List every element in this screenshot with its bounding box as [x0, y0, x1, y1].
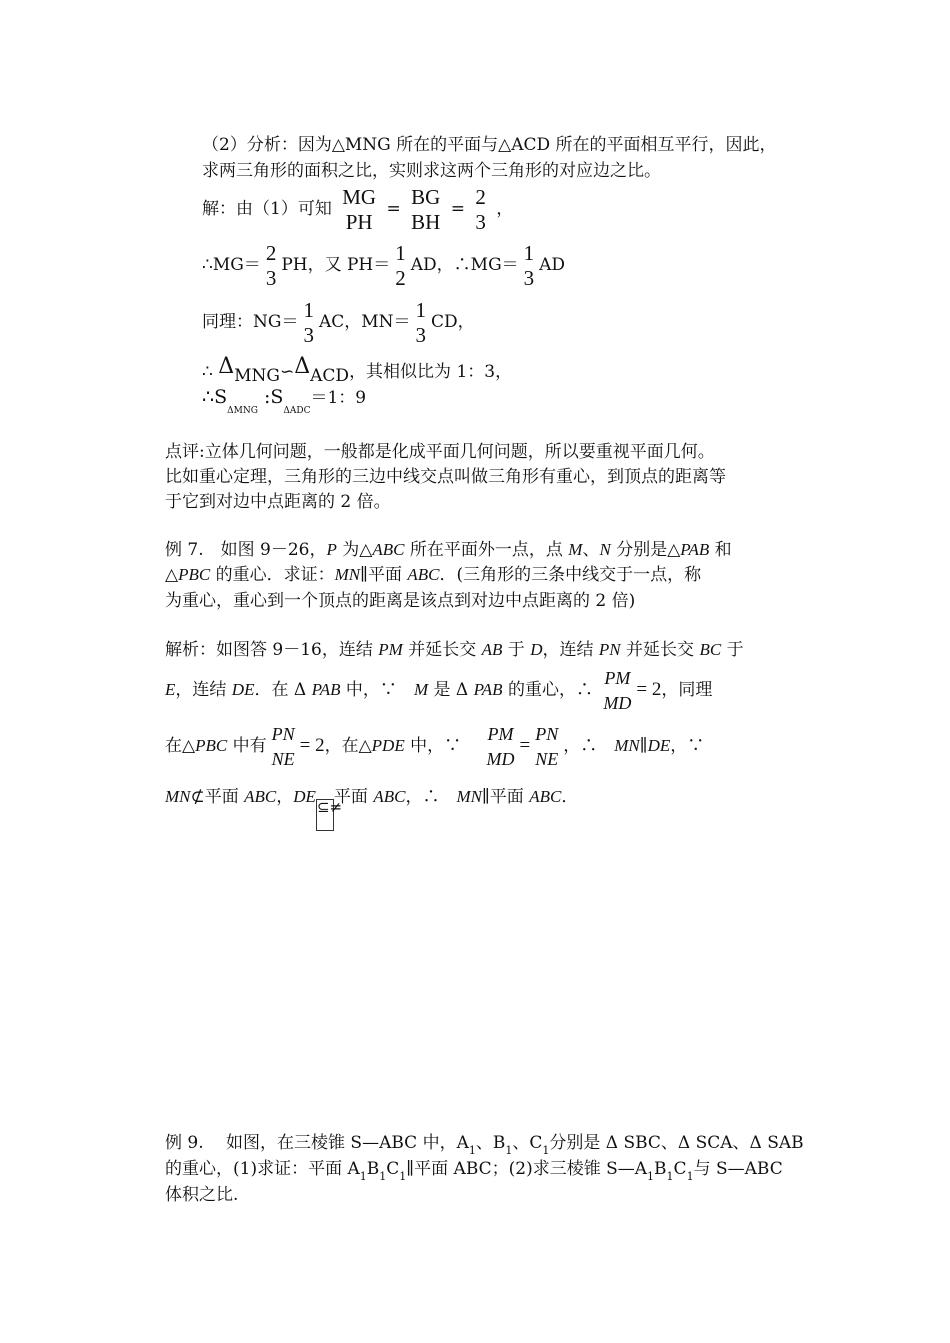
text-segment: ∴MG＝ — [202, 255, 261, 275]
example9-line2 — [165, 1157, 783, 1189]
text-segment: ，在△ — [324, 736, 372, 756]
text-segment: ，连结 — [542, 640, 599, 660]
text-segment: ＝1：9 — [310, 388, 367, 408]
text-segment: ，同理 — [661, 680, 713, 700]
text-segment: ∥平面 — [360, 565, 408, 585]
subset-not-equal-icon: ⊆≠ — [316, 799, 334, 831]
text-segment: 为△ — [336, 540, 373, 560]
part2-ng-line — [202, 297, 475, 348]
text-segment: AD — [539, 255, 566, 275]
text-segment: ，其相似比为 1：3， — [349, 362, 513, 382]
var: MN — [456, 787, 482, 806]
text-segment: C — [386, 1159, 400, 1179]
var: PAB — [680, 540, 710, 559]
analysis-line2 — [165, 664, 712, 716]
var: N — [599, 540, 611, 559]
text-segment: :S — [263, 386, 284, 408]
var: MN — [165, 787, 191, 806]
fraction-pm-md: PM MD — [603, 667, 632, 713]
text-segment: 于 — [502, 640, 531, 660]
var: P — [326, 540, 337, 559]
text-segment: ，∴ — [563, 736, 615, 756]
text-segment: 同理：NG＝ — [202, 312, 299, 332]
var: PDE — [371, 736, 405, 755]
text-segment: = 2 — [636, 679, 662, 700]
var: AB — [481, 640, 503, 659]
text-segment: 分别是 Δ SBC、Δ SCA、Δ SAB — [549, 1133, 804, 1153]
text-segment: AC，MN＝ — [318, 312, 411, 332]
var: BC — [699, 640, 722, 659]
delta-symbol: Δ — [294, 354, 311, 379]
text-segment: 例 9. 如图，在三棱锥 S—ABC 中，A — [165, 1133, 469, 1153]
equals-sign: = — [386, 199, 401, 219]
equals-sign: = — [450, 199, 465, 219]
text-segment: ∥ — [639, 736, 648, 756]
review-line2: 比如重心定理，三角形的三边中线交点叫做三角形有重心，到顶点的距离等 — [165, 467, 726, 487]
var: MN — [614, 736, 640, 755]
subscript: 1 — [542, 1144, 550, 1157]
var: PN — [598, 640, 621, 659]
fraction-1-2: 1 2 — [395, 240, 406, 290]
fraction-mg-ph: MG PH — [342, 184, 377, 234]
text-segment: 解析：如图答 9－16，连结 — [165, 640, 379, 660]
text-segment: B — [654, 1159, 667, 1179]
subscript: 1 — [468, 1144, 476, 1157]
text-segment: 并延长交 — [402, 640, 482, 660]
text-segment: CD， — [431, 312, 475, 332]
text-segment: 和 — [709, 540, 732, 560]
subscript: 1 — [379, 1170, 387, 1183]
text-segment: MNG — [234, 366, 280, 386]
text-segment: = 2 — [299, 735, 325, 756]
fraction-2-3: 2 3 — [475, 184, 486, 234]
text-segment: ⊄平面 — [190, 787, 245, 807]
fraction-2-3: 2 3 — [265, 240, 277, 290]
text-segment: 中，∵ — [340, 680, 414, 700]
text-segment: 平面 — [333, 787, 374, 807]
analysis-line4 — [165, 782, 578, 831]
part2-mg-line — [202, 240, 565, 291]
var: PBC — [178, 565, 211, 584]
text-segment: ∴S — [202, 386, 228, 408]
review-line1: 点评:立体几何问题，一般都是化成平面几何问题，所以要重视平面几何。 — [165, 442, 715, 462]
text-segment: 中，∵ — [404, 736, 462, 756]
var: ABC — [529, 787, 562, 806]
text-segment: ，∵ — [670, 736, 705, 756]
text-segment: ACD — [310, 366, 350, 386]
text-segment: 的重心．求证： — [210, 565, 335, 585]
text-segment: AD，∴MG＝ — [410, 255, 519, 275]
text-segment: 的重心，∴ — [502, 680, 593, 700]
text-segment: ．(三角形的三条中线交于一点，称 — [439, 565, 702, 585]
fraction-pn-ne: PN NE — [271, 723, 295, 769]
var: PAB — [473, 680, 503, 699]
text-segment: ， — [276, 787, 294, 807]
var: MN — [334, 565, 361, 584]
text-segment: 、 — [582, 540, 600, 560]
example9-line3: 体积之比. — [165, 1185, 239, 1205]
subscript: 1 — [647, 1170, 655, 1183]
text-segment: △ — [165, 565, 179, 585]
fraction-1-3: 1 3 — [523, 240, 535, 290]
text-segment: ． — [561, 787, 579, 807]
var: PM — [378, 640, 403, 659]
part2-solution-line — [202, 184, 513, 235]
example7-line1 — [165, 538, 732, 562]
text-segment: PH，又 PH＝ — [281, 255, 391, 275]
text-segment: ，∴ — [405, 787, 457, 807]
text-segment: 、C — [512, 1133, 543, 1153]
delta-symbol: Δ — [218, 354, 235, 379]
text-segment: 分别是△ — [610, 540, 681, 560]
text-segment: 、B — [475, 1133, 506, 1153]
text-segment: 的重心，(1)求证：平面 A — [165, 1159, 360, 1179]
part2-area-ratio-line — [202, 383, 366, 425]
example7-line2 — [165, 563, 701, 587]
subscript: 1 — [399, 1170, 407, 1183]
therefore-symbol: ∴ — [202, 362, 213, 382]
var: D — [530, 640, 543, 659]
subscript: 1 — [686, 1170, 694, 1183]
subscript: ΔMNG — [227, 406, 258, 416]
var: ABC — [407, 565, 440, 584]
var: PBC — [195, 736, 228, 755]
equals-sign: = — [519, 735, 531, 756]
var: ABC — [372, 540, 405, 559]
text-segment: 是 Δ — [428, 680, 474, 700]
subscript: ΔADC — [283, 406, 311, 416]
text-segment: 在△ — [165, 736, 196, 756]
var: M — [413, 680, 429, 699]
part2-line1: （2）分析：因为△MNG 所在的平面与△ACD 所在的平面相互平行，因此， — [202, 135, 777, 155]
var: ABC — [373, 787, 406, 806]
fraction-pm-md: PM MD — [486, 723, 515, 769]
text-segment: 与 S—ABC — [693, 1159, 783, 1179]
solution-end: ， — [496, 199, 514, 219]
analysis-line3 — [165, 720, 704, 772]
var: DE — [231, 680, 255, 699]
part2-line2: 求两三角形的面积之比，实则求这两个三角形的对应边之比。 — [202, 161, 661, 181]
subscript: 1 — [666, 1170, 674, 1183]
text-segment: ，连结 — [175, 680, 232, 700]
var: M — [568, 540, 583, 559]
var: ABC — [244, 787, 277, 806]
fraction-bg-bh: BG BH — [411, 184, 441, 234]
fraction-1-3: 1 3 — [415, 297, 427, 347]
review-line3: 于它到对边中点距离的 2 倍。 — [165, 492, 391, 512]
fraction-pn-ne: PN NE — [535, 723, 559, 769]
similar-symbol: ∽ — [280, 362, 295, 382]
text-segment: 所在平面外一点，点 — [404, 540, 569, 560]
subscript: 1 — [505, 1144, 513, 1157]
var: E — [165, 680, 176, 699]
text-segment: 于 — [721, 640, 744, 660]
text-segment: ．在 Δ — [254, 680, 312, 700]
var: DE — [293, 787, 316, 806]
var: DE — [647, 736, 671, 755]
text-segment: ∥平面 — [481, 787, 530, 807]
solution-prefix: 解：由（1）可知 — [202, 199, 332, 219]
fraction-1-3: 1 3 — [303, 297, 314, 347]
example7-line3: 为重心，重心到一个顶点的距离是该点到对边中点距离的 2 倍) — [165, 591, 636, 611]
text-segment: 并延长交 — [620, 640, 700, 660]
text-segment: C — [673, 1159, 687, 1179]
text-segment: 例 7. 如图 9－26， — [165, 540, 327, 560]
text-segment: B — [366, 1159, 380, 1179]
analysis-line1 — [165, 638, 744, 662]
text-segment: 中有 — [227, 736, 267, 756]
var: PAB — [311, 680, 341, 699]
text-segment: ∥平面 ABC；(2)求三棱锥 S—A — [406, 1159, 648, 1179]
subscript: 1 — [359, 1170, 367, 1183]
